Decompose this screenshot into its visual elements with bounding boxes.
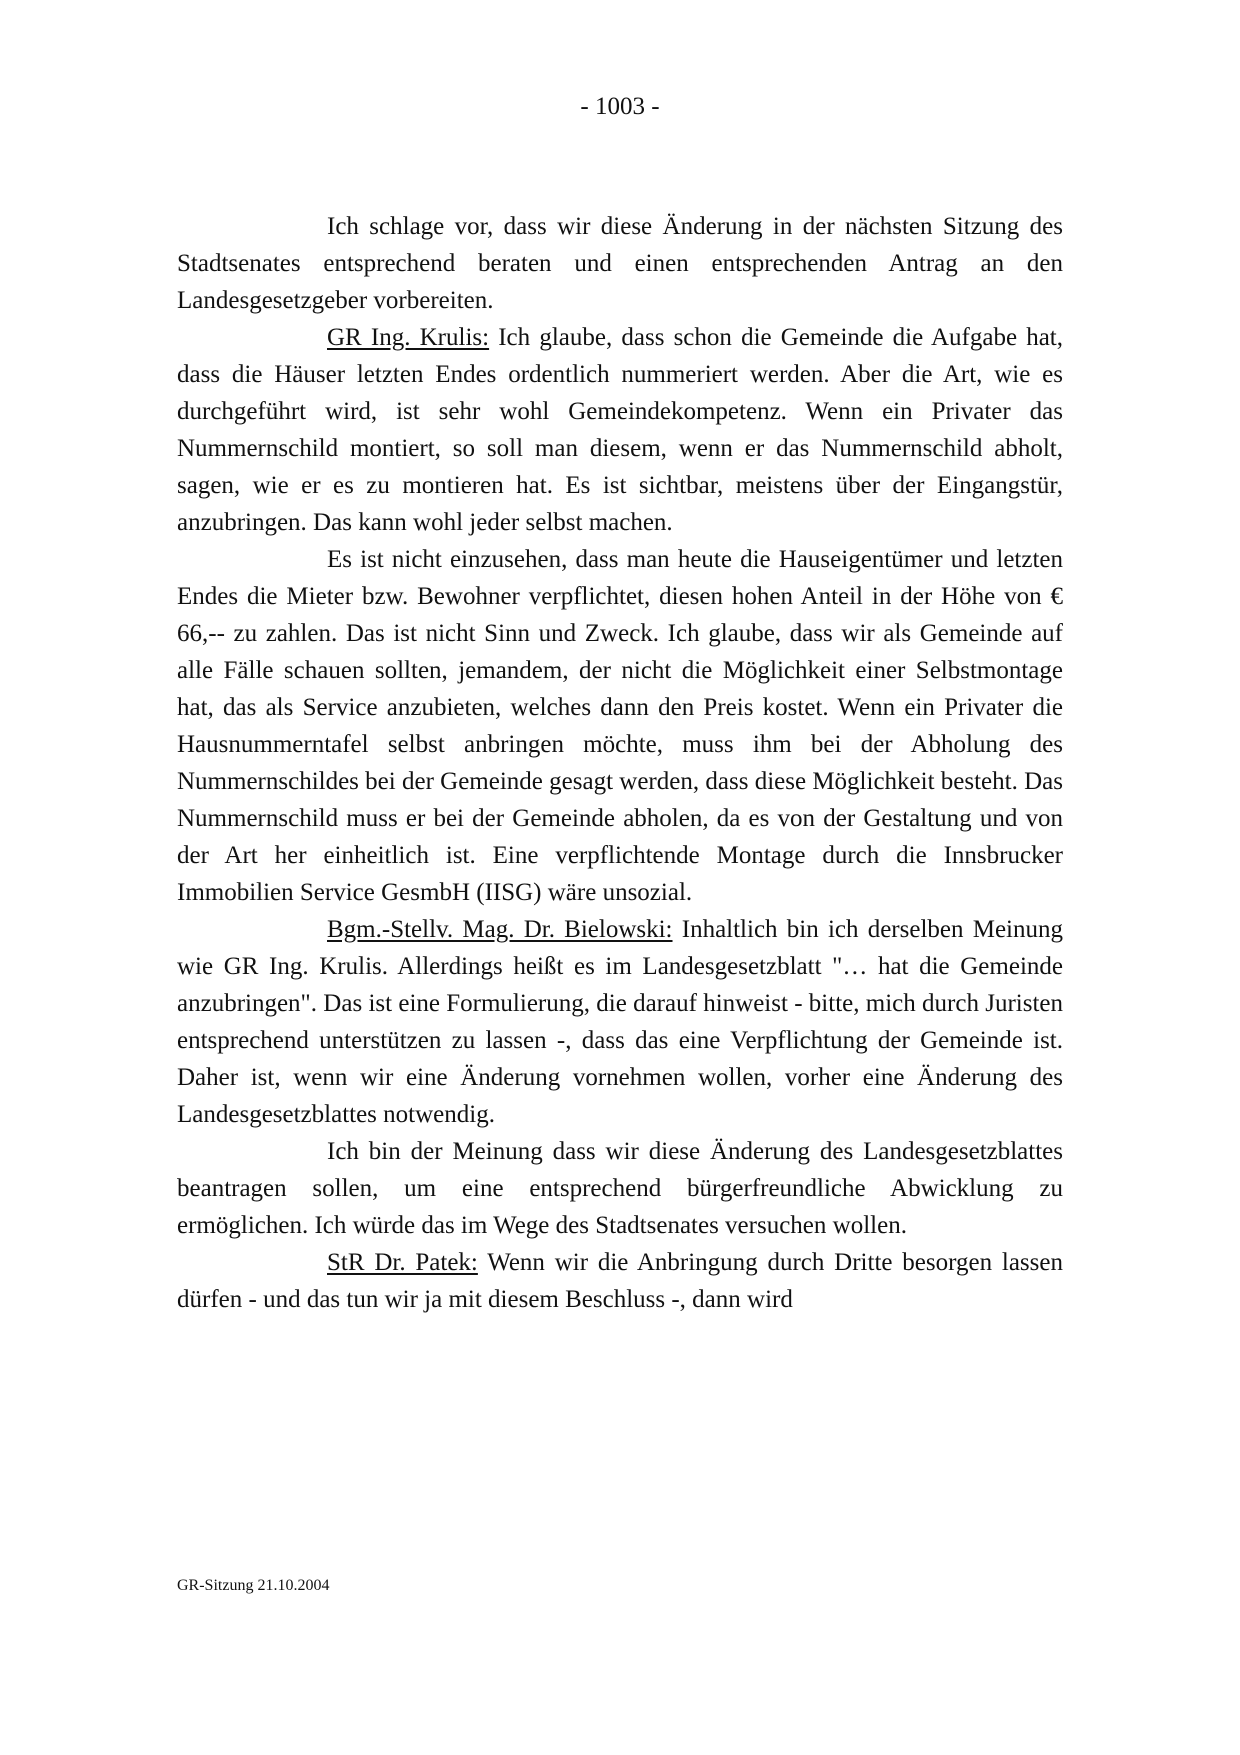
paragraph-6: [177, 1244, 1063, 1318]
paragraph-2: [177, 319, 1063, 541]
footer-session-date: GR-Sitzung 21.10.2004: [177, 1577, 330, 1594]
document-body: [177, 208, 1063, 1318]
speaker-name: StR Dr. Patek:: [327, 1249, 478, 1276]
paragraph-text: Ich schlage vor, dass wir diese Änderung in der nächsten Sitzung des Stadtsenates entsprechend beraten und einen entsprechenden Antrag an den Landesgesetzgeber vorbereiten.: [177, 213, 1063, 314]
paragraph-4: [177, 911, 1063, 1133]
paragraph-3: [177, 541, 1063, 911]
page-number: - 1003 -: [580, 93, 660, 120]
paragraph-text: Ich bin der Meinung dass wir diese Änderung des Landesgesetzblattes beantragen sollen, um eine entsprechend bürgerfreundliche Abwicklung zu ermöglichen. Ich würde das im Wege des Stadtsenates versuchen wollen.: [177, 1138, 1063, 1239]
speaker-name: GR Ing. Krulis:: [327, 324, 490, 351]
paragraph-1: [177, 208, 1063, 319]
paragraph-text: Ich glaube, dass schon die Gemeinde die Aufgabe hat, dass die Häuser letzten Endes ordentlich nummeriert werden. Aber die Art, wie es durchgeführt wird, ist sehr wohl Gemeindekompetenz. Wenn ein Privater das Nummernschild montiert, so soll man diesem, wenn er das Nummernschild abholt, sagen, wie er es zu montieren hat. Es ist sichtbar, meistens über der Eingangstür, anzubringen. Das kann wohl jeder selbst machen.: [177, 324, 1064, 536]
speaker-name: Bgm.-Stellv. Mag. Dr. Bielowski:: [327, 916, 673, 943]
paragraph-5: [177, 1133, 1063, 1244]
paragraph-text: Es ist nicht einzusehen, dass man heute die Hauseigentümer und letzten Endes die Mieter bzw. Bewohner verpflichtet, diesen hohen Anteil in der Höhe von € 66,-- zu zahlen. Das ist nicht Sinn und Zweck. Ich glaube, dass wir als Gemeinde auf alle Fälle schauen sollten, jemandem, der nicht die Möglichkeit einer Selbstmontage hat, das als Service anzubieten, welches dann den Preis kostet. Wenn ein Privater die Hausnummerntafel selbst anbringen möchte, muss ihm bei der Abholung des Nummernschildes bei der Gemeinde gesagt werden, dass diese Möglichkeit besteht. Das Nummernschild muss er bei der Gemeinde abholen, da es von der Gestaltung und von der Art her einheitlich ist. Eine verpflichtende Montage durch die Innsbrucker Immobilien Service GesmbH (IISG) wäre unsozial.: [177, 546, 1063, 906]
paragraph-text: Inhaltlich bin ich derselben Meinung wie GR Ing. Krulis. Allerdings heißt es im Landesgesetzblatt "… hat die Gemeinde anzubringen". Das ist eine Formulierung, die darauf hinweist - bitte, mich durch Juristen entsprechend unterstützen zu lassen -, dass das eine Verpflichtung der Gemeinde ist. Daher ist, wenn wir eine Änderung vornehmen wollen, vorher eine Änderung des Landesgesetzblattes notwendig.: [177, 916, 1063, 1128]
paragraph-text: Wenn wir die Anbringung durch Dritte besorgen lassen dürfen - und das tun wir ja mit diesem Beschluss -, dann wird: [177, 1249, 1063, 1313]
